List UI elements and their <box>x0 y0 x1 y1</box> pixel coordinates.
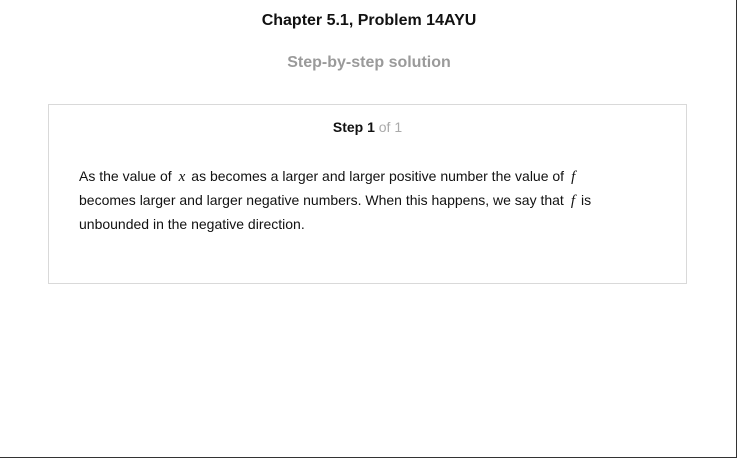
chapter-title: Chapter 5.1, Problem 14AYU <box>261 12 477 29</box>
explanation-text-1: As the value of <box>79 168 172 184</box>
math-variable-f: f <box>571 169 576 185</box>
step-explanation <box>79 165 649 236</box>
explanation-text-4: is unbounded in the negative direction. <box>79 192 592 232</box>
explanation-text-3: becomes larger and larger negative numbers. When this happens, we say that <box>79 192 564 208</box>
step-header <box>49 119 686 135</box>
solution-subtitle: Step-by-step solution <box>287 54 451 71</box>
math-variable-x: x <box>178 169 186 185</box>
step-card <box>48 104 687 284</box>
explanation-text-2: as becomes a larger and larger positive number the value of <box>191 168 565 184</box>
step-label: Step 1 <box>332 119 375 135</box>
step-count: of 1 <box>378 119 403 135</box>
math-variable-f: f <box>570 193 575 209</box>
